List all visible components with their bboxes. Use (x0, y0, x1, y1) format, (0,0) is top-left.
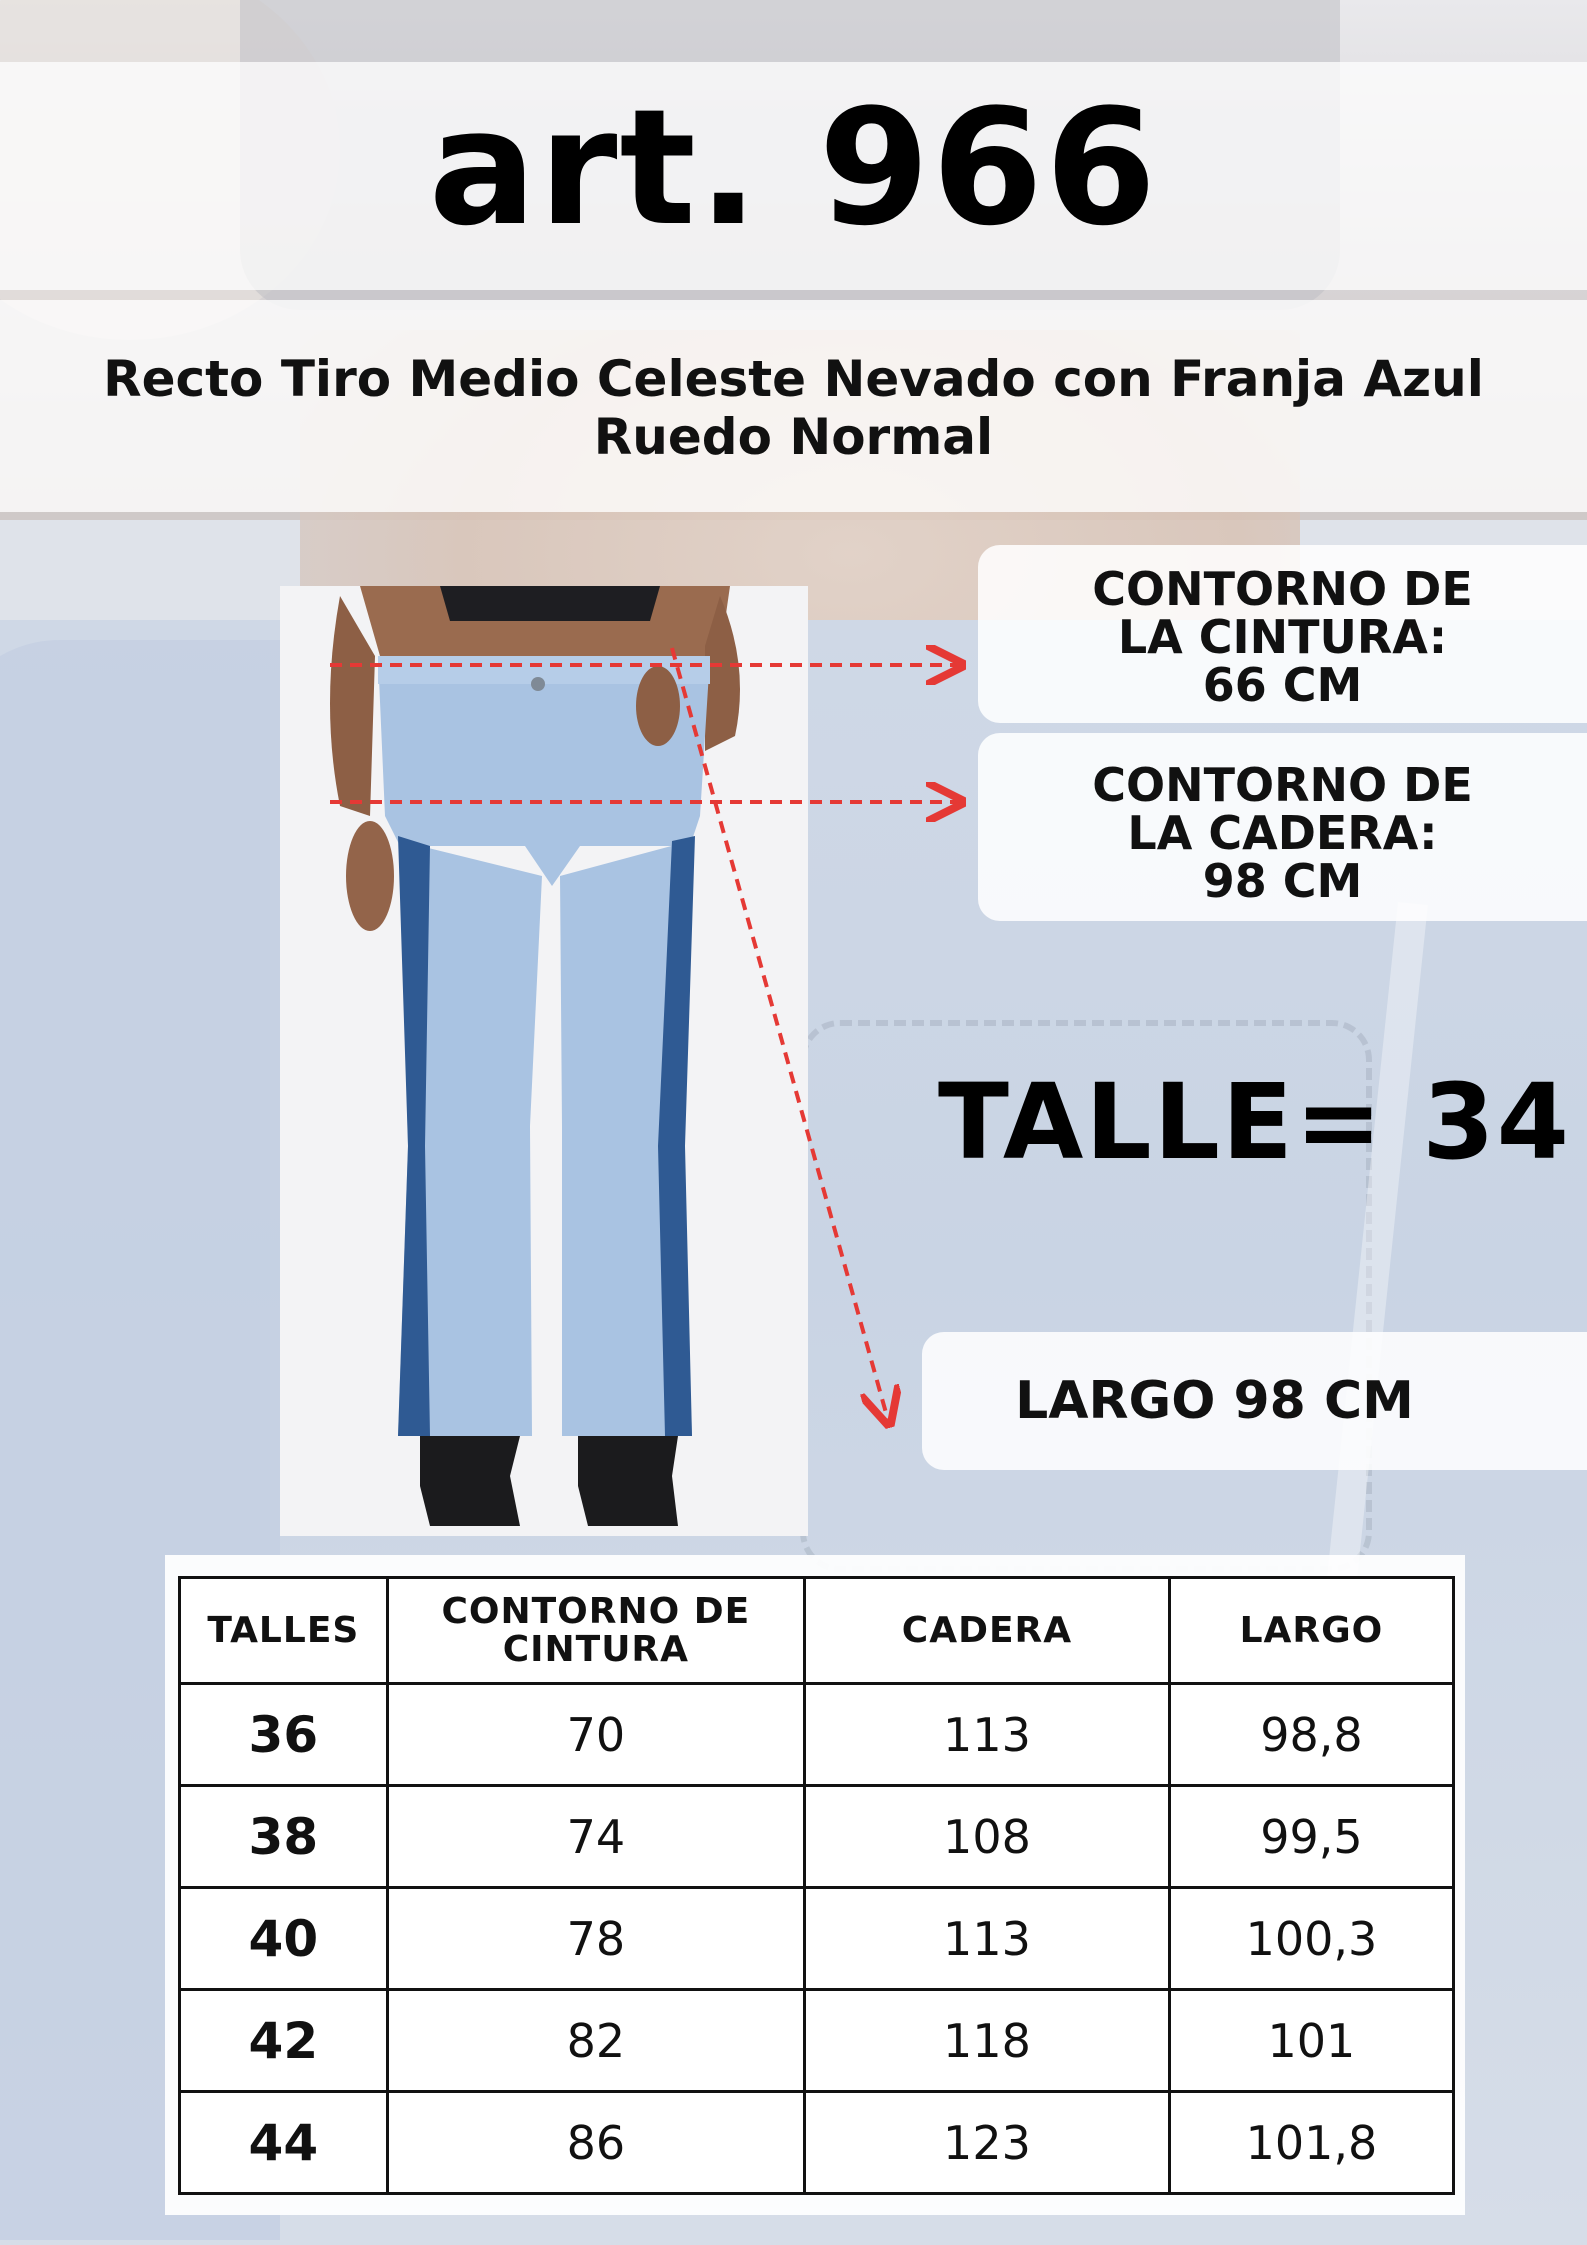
size-cell: 44 (180, 2092, 388, 2194)
product-description-line-2: Ruedo Normal (593, 408, 994, 466)
hip-measure-value: 98 CM (1202, 854, 1363, 908)
header-cintura: CONTORNO DE CINTURA (387, 1578, 804, 1684)
waist-measure-value: 66 CM (1202, 658, 1363, 712)
size-label: TALLE= 34 (938, 1061, 1572, 1183)
length-arrow (672, 648, 888, 1420)
waist-cell: 86 (387, 2092, 804, 2194)
size-cell: 42 (180, 1990, 388, 2092)
length-cell: 100,3 (1169, 1888, 1453, 1990)
hip-cell: 123 (805, 2092, 1170, 2194)
table-row (180, 1990, 1454, 2092)
size-cell: 40 (180, 1888, 388, 1990)
size-table-header-row (180, 1578, 1454, 1684)
header-largo: LARGO (1169, 1578, 1453, 1684)
length-cell: 101 (1169, 1990, 1453, 2092)
length-cell: 101,8 (1169, 2092, 1453, 2194)
table-row (180, 2092, 1454, 2194)
hip-measure-line-1: CONTORNO DE (1092, 758, 1473, 812)
table-row (180, 1684, 1454, 1786)
table-row (180, 1786, 1454, 1888)
length-measure-value: LARGO 98 CM (1015, 1371, 1414, 1431)
length-cell: 99,5 (1169, 1786, 1453, 1888)
waist-cell: 82 (387, 1990, 804, 2092)
size-table (178, 1576, 1455, 2195)
waist-measure-box (978, 545, 1587, 723)
hip-cell: 118 (805, 1990, 1170, 2092)
hip-measure-line-2: LA CADERA: (1127, 806, 1438, 860)
length-cell: 98,8 (1169, 1684, 1453, 1786)
hip-measure-box (978, 733, 1587, 921)
product-description-line-1: Recto Tiro Medio Celeste Nevado con Franja Azul (103, 350, 1484, 408)
hip-cell: 108 (805, 1786, 1170, 1888)
hip-cell: 113 (805, 1888, 1170, 1990)
table-row (180, 1888, 1454, 1990)
hip-cell: 113 (805, 1684, 1170, 1786)
size-cell: 38 (180, 1786, 388, 1888)
article-title: art. 966 (428, 74, 1159, 261)
header-talles: TALLES (180, 1578, 388, 1684)
length-measure-box (922, 1332, 1587, 1470)
waist-cell: 70 (387, 1684, 804, 1786)
waist-cell: 78 (387, 1888, 804, 1990)
waist-measure-line-2: LA CINTURA: (1117, 610, 1448, 664)
waist-measure-line-1: CONTORNO DE (1092, 562, 1473, 616)
header-cadera: CADERA (805, 1578, 1170, 1684)
size-cell: 36 (180, 1684, 388, 1786)
waist-cell: 74 (387, 1786, 804, 1888)
